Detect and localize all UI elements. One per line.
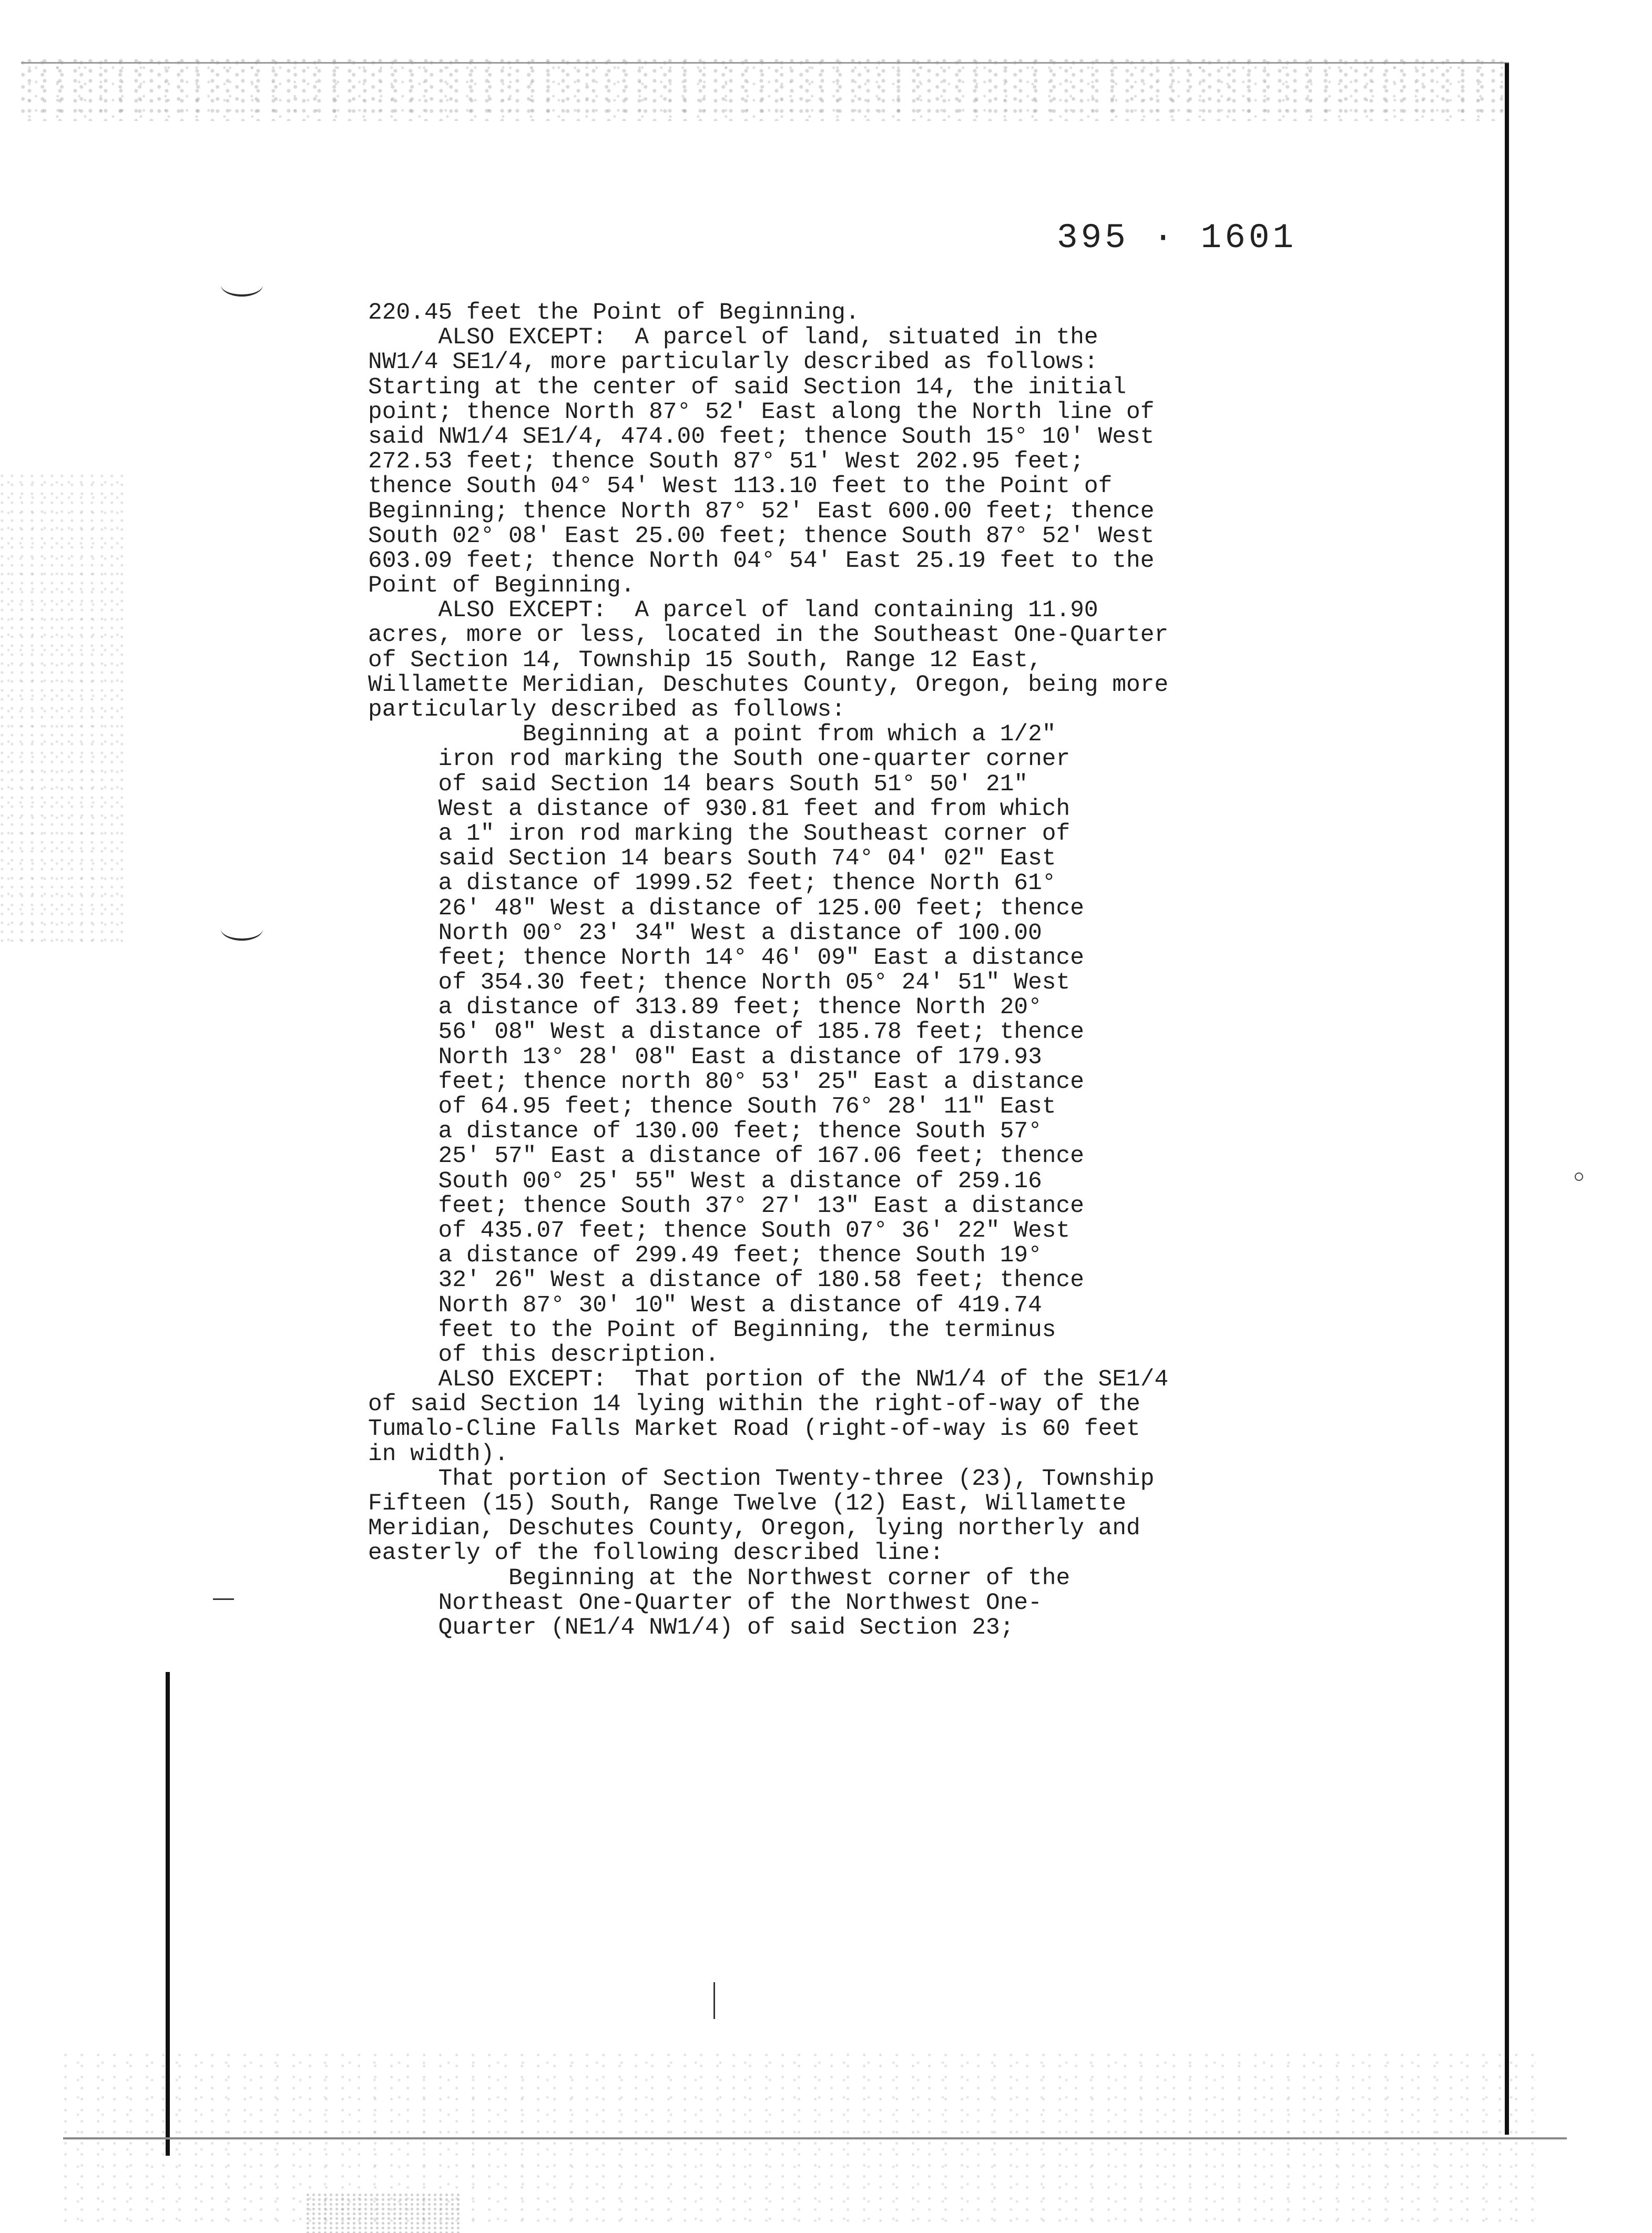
binder-hole-mark [221, 273, 263, 297]
text-line: West a distance of 930.81 feet and from which [368, 796, 1070, 822]
text-line: feet; thence South 37° 27' 13" East a distance [368, 1192, 1084, 1219]
scan-noise-bottom-left [305, 2193, 463, 2233]
page-edge-top [21, 62, 1509, 64]
text-line: said NW1/4 SE1/4, 474.00 feet; thence South 15° 10' West [368, 423, 1155, 450]
scan-noise-left [0, 473, 126, 946]
text-line: Starting at the center of said Section 14, the initial [368, 374, 1127, 401]
text-line: point; thence North 87° 52' East along the North line of [368, 399, 1155, 425]
text-line: said Section 14 bears South 74° 04' 02" East [368, 845, 1056, 872]
text-line: North 13° 28' 08" East a distance of 179.93 [368, 1044, 1042, 1070]
text-line: Tumalo-Cline Falls Market Road (right-of-way is 60 feet [368, 1416, 1140, 1443]
text-line: Fifteen (15) South, Range Twelve (12) East, Willamette [368, 1491, 1127, 1517]
text-line: North 87° 30' 10" West a distance of 419.74 [368, 1292, 1042, 1319]
page-number: 395 · 1601 [1057, 218, 1297, 258]
text-line: 56' 08" West a distance of 185.78 feet; thence [368, 1019, 1084, 1046]
text-line: 603.09 feet; thence North 04° 54' East 25.19 feet to the [368, 547, 1155, 574]
text-line: Willamette Meridian, Deschutes County, Oregon, being more [368, 671, 1169, 698]
margin-mark [1575, 1172, 1583, 1181]
scan-noise-top [21, 58, 1504, 121]
text-line: a distance of 313.89 feet; thence North 20° [368, 994, 1042, 1021]
text-line: 25' 57" East a distance of 167.06 feet; thence [368, 1143, 1084, 1170]
text-line: of this description. [368, 1341, 719, 1368]
text-line: 220.45 feet the Point of Beginning. [368, 300, 860, 326]
text-line: of 64.95 feet; thence South 76° 28' 11" East [368, 1094, 1056, 1120]
page-edge-right [1505, 63, 1509, 2135]
text-line: of said Section 14 bears South 51° 50' 21" [368, 771, 1028, 798]
text-line: acres, more or less, located in the Southeast One-Quarter [368, 622, 1169, 649]
text-line: a distance of 1999.52 feet; thence North 61° [368, 870, 1056, 897]
text-line: Northeast One-Quarter of the Northwest One- [368, 1589, 1042, 1616]
text-line: easterly of the following described line: [368, 1540, 944, 1567]
text-line: ALSO EXCEPT: That portion of the NW1/4 of the SE1/4 [368, 1367, 1169, 1393]
text-line: feet; thence North 14° 46' 09" East a distance [368, 944, 1084, 971]
text-line: Beginning at the Northwest corner of the [368, 1565, 1070, 1592]
text-line: a distance of 299.49 feet; thence South 19° [368, 1242, 1042, 1269]
scan-noise-bottom [63, 2051, 1535, 2229]
text-line: South 00° 25' 55" West a distance of 259.16 [368, 1168, 1042, 1195]
margin-mark [213, 1598, 234, 1600]
page-edge-left [166, 1672, 170, 2156]
text-line: a distance of 130.00 feet; thence South 57° [368, 1118, 1042, 1145]
text-line: Quarter (NE1/4 NW1/4) of said Section 23; [368, 1614, 1014, 1641]
text-line: feet; thence north 80° 53' 25" East a distance [368, 1068, 1084, 1095]
text-line: 32' 26" West a distance of 180.58 feet; thence [368, 1267, 1084, 1294]
text-line: iron rod marking the South one-quarter corner [368, 746, 1070, 773]
text-line: of 435.07 feet; thence South 07° 36' 22" West [368, 1217, 1070, 1244]
text-line: of Section 14, Township 15 South, Range 12 East, [368, 647, 1042, 674]
binder-hole-mark [221, 917, 263, 941]
text-line: Beginning; thence North 87° 52' East 600.00 feet; thence [368, 498, 1155, 525]
margin-mark [713, 1982, 715, 2019]
text-line: of 354.30 feet; thence North 05° 24' 51" West [368, 970, 1070, 996]
text-line: ALSO EXCEPT: A parcel of land, situated in the [368, 324, 1098, 351]
text-line: 272.53 feet; thence South 87° 51' West 202.95 feet; [368, 448, 1084, 475]
text-line: particularly described as follows: [368, 697, 845, 723]
legal-description-text [368, 301, 1236, 1640]
text-line: feet to the Point of Beginning, the terminus [368, 1317, 1056, 1343]
text-line: 26' 48" West a distance of 125.00 feet; thence [368, 895, 1084, 922]
page-edge-bottom [63, 2137, 1567, 2139]
text-line: of said Section 14 lying within the right-of-way of the [368, 1391, 1140, 1418]
text-line: Meridian, Deschutes County, Oregon, lying northerly and [368, 1515, 1140, 1542]
text-line: Beginning at a point from which a 1/2" [368, 721, 1056, 748]
text-line: Point of Beginning. [368, 573, 635, 599]
text-line: South 02° 08' East 25.00 feet; thence South 87° 52' West [368, 523, 1155, 549]
text-line: ALSO EXCEPT: A parcel of land containing 11.90 [368, 597, 1098, 624]
text-line: That portion of Section Twenty-three (23), Township [368, 1465, 1155, 1492]
text-line: in width). [368, 1441, 509, 1467]
text-line: NW1/4 SE1/4, more particularly described as follows: [368, 349, 1098, 376]
text-line: a 1" iron rod marking the Southeast corner of [368, 820, 1070, 847]
text-line: thence South 04° 54' West 113.10 feet to the Point of [368, 473, 1113, 500]
text-line: North 00° 23' 34" West a distance of 100.00 [368, 920, 1042, 946]
